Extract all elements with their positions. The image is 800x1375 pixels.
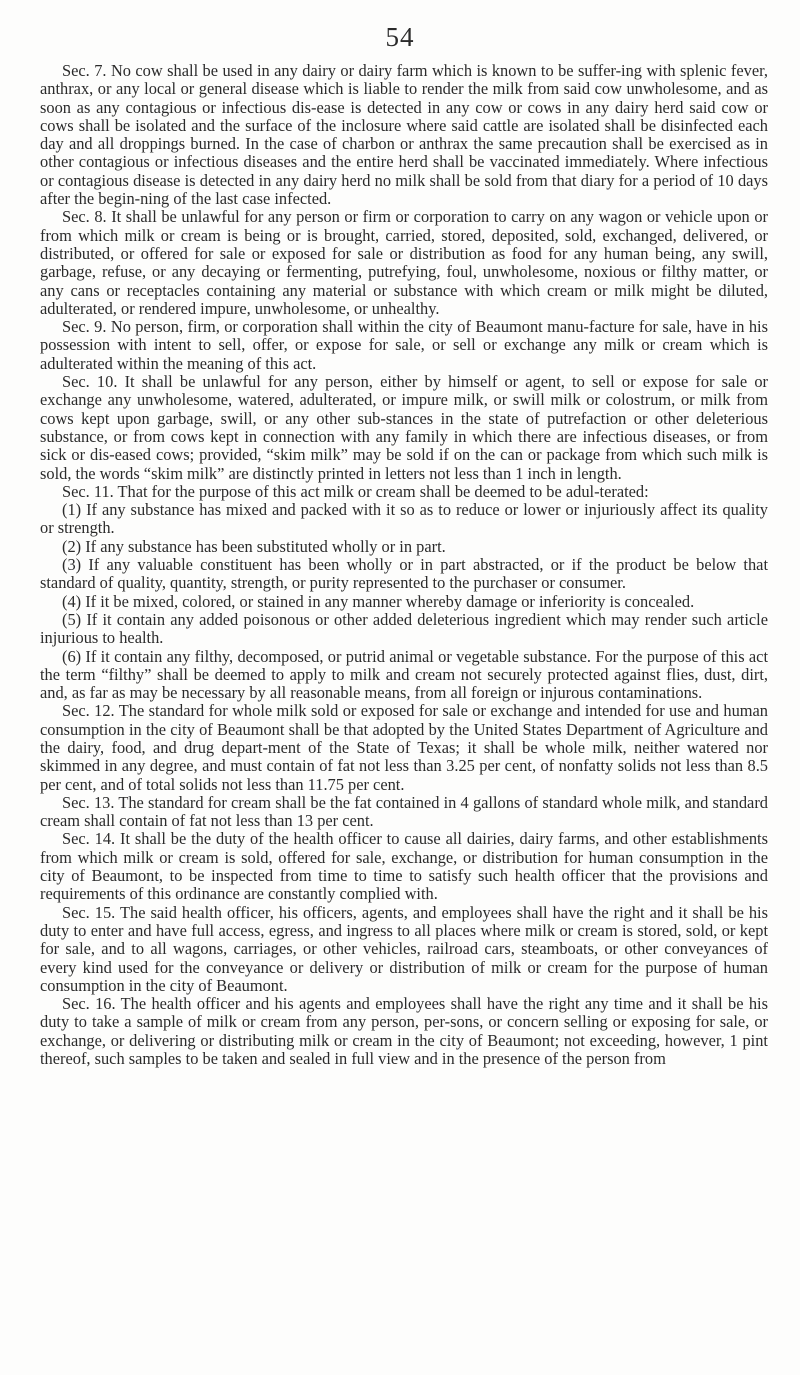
clause-4-paragraph: (4) If it be mixed, colored, or stained in any manner whereby damage or inferiority is concealed. [62, 591, 695, 611]
clause-1-paragraph: (1) If any substance has mixed and packed with it so as to reduce or lower or injuriously affect its quality or strength. [40, 500, 768, 538]
section-10-paragraph: Sec. 10. It shall be unlawful for any person, either by himself or agent, to sell or expose for sale or exchange any unwholesome, watered, adulterated, or impure milk, or swill milk or colostrum, or milk from cows kept upon garbage, swill, or any other sub-stances in the state of putrefaction or other deleterious substance, or from cows kept in connection with any family in which there are infectious diseases, or from sick or dis-eased cows; provided, “skim milk” may be sold if on the can or package from which such milk is sold, the words “skim milk” are distinctly printed in letters not less than 1 inch in length. [40, 372, 768, 483]
section-16-paragraph: Sec. 16. The health officer and his agents and employees shall have the right any time and it shall be his duty to take a sample of milk or cream from any person, per-sons, or concern selling or exposing for sale, or exchange, or delivering or distributing milk or cream in the city of Beaumont; not exceeding, however, 1 pint thereof, such samples to be taken and sealed in full view and in the presence of the person from [40, 994, 768, 1069]
clause-3-paragraph: (3) If any valuable constituent has been wholly or in part abstracted, or if the product be below that standard of quality, quantity, strength, or purity represented to the purchaser or consumer. [40, 555, 768, 593]
ordinance-text [40, 62, 768, 1068]
section-9-paragraph: Sec. 9. No person, firm, or corporation shall within the city of Beaumont manu-facture for sale, have in his possession with intent to sell, offer, or expose for sale, or sell or exchange any milk or cream which is adulterated within the meaning of this act. [40, 317, 768, 373]
section-15-paragraph: Sec. 15. The said health officer, his officers, agents, and employees shall have the right and it shall be his duty to enter and have full access, egress, and ingress to all places where milk or cream is stored, sold, or kept for sale, and to all wagons, carriages, or other vehicles, railroad cars, steamboats, or other conveyances of every kind used for the conveyance or delivery or distribution of milk or cream for the purpose of human consumption in the city of Beaumont. [40, 902, 768, 995]
section-11-paragraph: Sec. 11. That for the purpose of this act milk or cream shall be deemed to be adul-terated: [62, 481, 649, 501]
clause-5-paragraph: (5) If it contain any added poisonous or other added deleterious ingredient which may render such article injurious to health. [40, 609, 768, 648]
page-number: 54 [385, 22, 415, 52]
section-14-paragraph: Sec. 14. It shall be the duty of the health officer to cause all dairies, dairy farms, and other establishments from which milk or cream is sold, offered for sale, exchange, or distribution for human consumption in the city of Beaumont, to be inspected from time to time to satisfy such health officer that the provisions and requirements of this ordinance are constantly complied with. [40, 829, 768, 904]
section-8-paragraph: Sec. 8. It shall be unlawful for any person or firm or corporation to carry on any wagon or vehicle upon or from which milk or cream is being or is brought, carried, stored, deposited, sold, exchanged, delivered, or distributed, or offered for sale or exposed for sale or distribution as food for any human being, any swill, garbage, refuse, or any decaying or fermenting, putrefying, foul, unwholesome, noxious or filthy matter, or any cans or receptacles containing any material or substance with which cream or milk might be diluted, adulterated, or rendered impure, unwholesome, or unhealthy. [40, 207, 768, 318]
clause-6-paragraph: (6) If it contain any filthy, decomposed, or putrid animal or vegetable substance. For the purpose of this act the term “filthy” shall be deemed to apply to milk and cream not securely protected against flies, dust, dirt, and, as far as may be necessary by all reasonable means, from all foreign or injurous contaminations. [40, 646, 768, 703]
section-7-paragraph: Sec. 7. No cow shall be used in any dairy or dairy farm which is known to be suffer-ing with splenic fever, anthrax, or any local or general disease which is liable to render the milk from said cow unwholesome, and as soon as any contagious or infectious dis-ease is detected in any cow or cows in any dairy herd said cow or cows shall be isolated and the surface of the inclosure where said cattle are isolated shall be disinfected each day and all droppings burned. In the case of charbon or anthrax the same precaution shall be exercised as in other contagious or infectious diseases and the entire herd shall be vaccinated immediately. Where infectious or contagious disease is detected in any dairy herd no milk shall be sold from that diary for a period of 10 days after the begin-ning of the last case infected. [40, 61, 768, 209]
section-13-paragraph: Sec. 13. The standard for cream shall be the fat contained in 4 gallons of standard whole milk, and standard cream shall contain of fat not less than 13 per cent. [40, 792, 768, 831]
clause-2-paragraph: (2) If any substance has been substituted wholly or in part. [62, 536, 446, 556]
section-12-paragraph: Sec. 12. The standard for whole milk sold or exposed for sale or exchange and intended for use and human consumption in the city of Beaumont shall be that adopted by the United States Department of Agriculture and the dairy, food, and drug depart-ment of the State of Texas; it shall be whole milk, neither watered nor skimmed in any degree, and must contain of fat not less than 3.25 per cent, of nonfatty solids not less than 8.5 per cent, and of total solids not less than 11.75 per cent. [40, 701, 768, 794]
